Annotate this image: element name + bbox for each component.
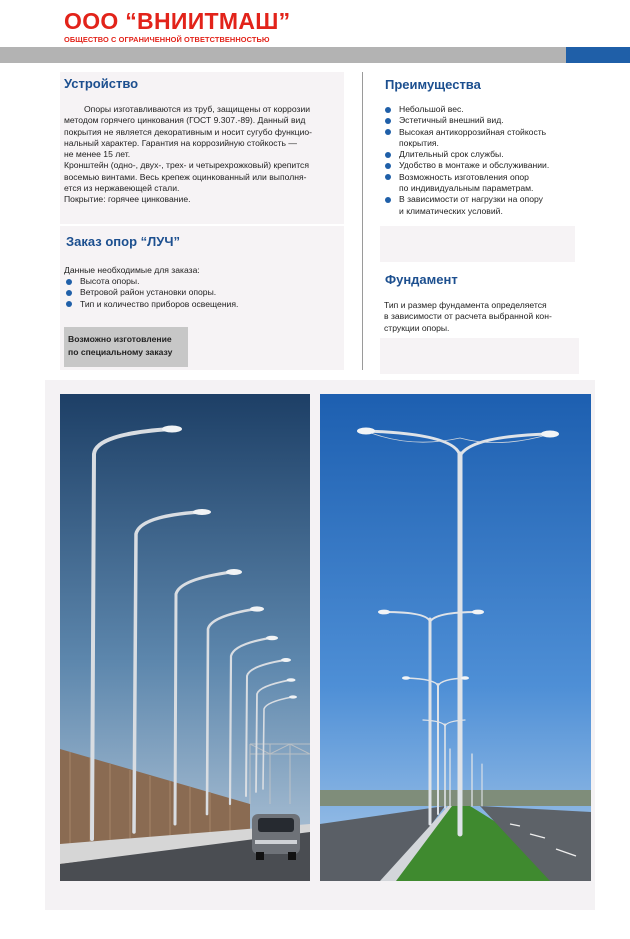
list-item-text: Высокая антикоррозийная стойкость xyxy=(399,126,547,137)
list-item xyxy=(64,276,334,287)
device-line: Покрытие: горячее цинкование. xyxy=(64,194,191,205)
header-bar xyxy=(0,47,630,63)
list-item xyxy=(383,194,583,217)
advantages-list xyxy=(383,104,583,217)
bullet-icon xyxy=(385,197,391,203)
list-item xyxy=(383,172,583,195)
foundation-text xyxy=(384,300,584,334)
device-line: методом горячего цинкования (ГОСТ 9.307.-89). Данный вид xyxy=(64,115,306,126)
bullet-icon xyxy=(385,152,391,158)
company-name: ООО “ВНИИТМАШ” xyxy=(64,8,291,34)
list-item-text: Эстетичный внешний вид. xyxy=(399,115,504,126)
photo-double-arm-poles xyxy=(320,394,591,881)
list-item-text: и климатических условий. xyxy=(399,205,503,216)
order-list xyxy=(64,276,334,310)
bullet-icon xyxy=(385,174,391,180)
device-title: Устройство xyxy=(64,76,139,91)
list-item-text: Длительный срок службы. xyxy=(399,149,504,160)
advantages-panel xyxy=(380,226,575,262)
device-line: Опоры изготавливаются из труб, защищены от коррозии xyxy=(84,104,311,114)
bullet-icon xyxy=(66,279,72,285)
list-item-text: Возможность изготовления опор xyxy=(399,171,529,182)
list-item-text: Высота опоры. xyxy=(80,276,140,286)
list-item-text: Ветровой район установки опоры. xyxy=(80,287,217,298)
list-item-text: Небольшой вес. xyxy=(399,104,464,114)
foundation-line: в зависимости от расчета выбранной кон- xyxy=(384,311,552,322)
order-title: Заказ опор “ЛУЧ” xyxy=(66,234,180,249)
list-item-text: покрытия. xyxy=(399,137,439,148)
list-item-text: по индивидуальным параметрам. xyxy=(399,183,534,194)
device-line: ется из нержавеющей стали. xyxy=(64,183,180,194)
foundation-title: Фундамент xyxy=(385,272,458,287)
foundation-line: Тип и размер фундамента определяется xyxy=(384,300,547,310)
list-item xyxy=(383,160,583,171)
bullet-icon xyxy=(66,301,72,307)
list-item-text: Тип и количество приборов освещения. xyxy=(80,298,239,309)
device-text xyxy=(64,104,354,206)
header-bar-accent xyxy=(566,47,630,63)
device-line: не менее 15 лет. xyxy=(64,149,131,160)
special-line: Возможно изготовление xyxy=(68,334,172,344)
list-item xyxy=(383,149,583,160)
device-line: восемью винтами. Весь крепеж оцинкованный или выполня- xyxy=(64,171,307,182)
list-item xyxy=(383,104,583,115)
device-line: покрытия не является декоративным и носит сугубо функцио- xyxy=(64,126,313,137)
photo-single-arm-poles xyxy=(60,394,310,881)
device-line: Кронштейн (одно-, двух-, трех- и четырехрожковый) крепится xyxy=(64,160,310,171)
advantages-title: Преимущества xyxy=(385,77,481,92)
order-intro: Данные необходимые для заказа: xyxy=(64,265,200,275)
list-item xyxy=(383,115,583,126)
foundation-panel xyxy=(380,338,579,374)
column-divider xyxy=(362,72,363,370)
bullet-icon xyxy=(385,118,391,124)
bullet-icon xyxy=(385,163,391,169)
company-subtitle: ОБЩЕСТВО С ОГРАНИЧЕННОЙ ОТВЕТСТВЕННОСТЬЮ xyxy=(64,35,270,44)
list-item xyxy=(64,299,334,310)
bullet-icon xyxy=(385,129,391,135)
list-item-text: Удобство в монтаже и обслуживании. xyxy=(399,160,550,171)
bullet-icon xyxy=(66,290,72,296)
foundation-line: струкции опоры. xyxy=(384,322,450,333)
bullet-icon xyxy=(385,107,391,113)
list-item xyxy=(64,287,334,298)
brand-block xyxy=(64,8,290,44)
list-item xyxy=(383,127,583,150)
list-item-text: В зависимости от нагрузки на опору xyxy=(399,194,543,205)
device-line: нальный характер. Гарантия на коррозийную стойкость — xyxy=(64,137,297,148)
special-order-note xyxy=(64,327,188,367)
special-line: по специальному заказу xyxy=(68,347,173,357)
